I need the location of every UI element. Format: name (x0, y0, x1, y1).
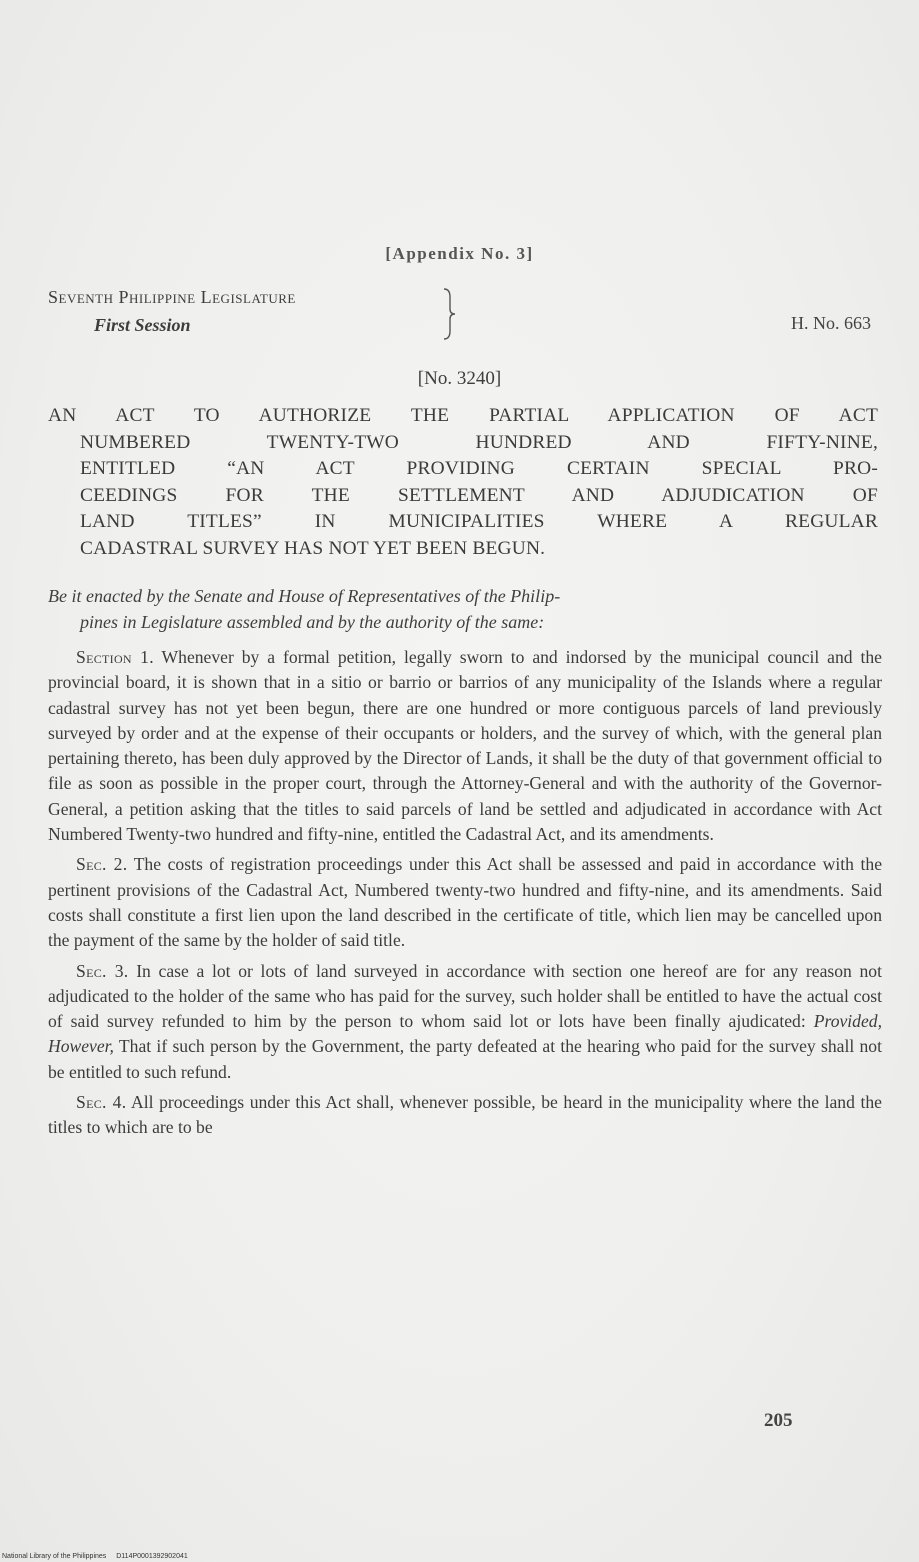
section-label: Sec. 4. (76, 1092, 127, 1113)
section-label: Sec. 3. (76, 960, 129, 981)
title-line: AN ACT TO AUTHORIZE THE PARTIAL APPLICATION OF ACT (48, 405, 878, 426)
section-text-after: That if such person by the Government, the party defeated at the hearing who paid for the survey shall not be entitled to such refund. (48, 1036, 882, 1082)
section-text: The costs of registration proceedings under this Act shall be assessed and paid in accordance with the pertinent provisions of the Cadastral Act, Numbered twenty-two hundred and fifty-nine, and its amendments. Said costs shall constitute a first lien upon the land described in the certificate of title, which lien may be cancelled upon the payment of the same by the holder of said title. (48, 854, 882, 951)
section-label: Sec. 2. (76, 854, 128, 875)
title-line: CADASTRAL SURVEY HAS NOT YET BEEN BEGUN. (80, 537, 546, 559)
enacting-clause-line: pines in Legislature assembled and by the authority of the same: (80, 612, 545, 632)
section-1 (48, 645, 882, 847)
legislature-block (48, 287, 468, 343)
act-number: [No. 3240] (417, 368, 502, 389)
library-name: National Library of the Philippines (2, 1553, 107, 1560)
proviso-text: Provided, However, (48, 1011, 882, 1057)
legislature-name: Seventh Philippine Legislature (48, 287, 296, 307)
section-4 (48, 1090, 882, 1141)
act-body (48, 645, 882, 1146)
appendix-heading: [Appendix No. 3] (385, 244, 534, 263)
section-text: Whenever by a formal petition, legally sworn to and indorsed by the municipal council and the provincial board, it is shown that in a sitio or barrio or barrios of any municipality of the Islands where a regular cadastral survey has not yet been begun, there are one hundred or more contiguous parcels of land previously surveyed by order and at the expense of their occupants or holders, and the survey of which, with the general plan pertaining thereto, has been duly approved by the Director of Lands, it shall be the duty of that government official to file as soon as possible in the proper court, through the Attorney-General and with the authority of the Governor-General, a petition asking that the titles to said parcels of land be settled and adjudicated in accordance with Act Numbered Twenty-two hundred and fifty-nine, entitled the Cadastral Act, and its amendments. (48, 647, 882, 845)
right-brace-icon (440, 287, 460, 341)
scan-footer (2, 1553, 196, 1560)
section-2 (48, 852, 882, 953)
section-text: In case a lot or lots of land surveyed in accordance with section one hereof are for any reason not adjudicated to the holder of the same who has paid for the survey, such holder shall be entitled to have the actual cost of said survey refunded to him by the person to whom said lot or lots have been finally ajudicated: (48, 960, 882, 1032)
act-title (48, 403, 878, 562)
session-name: First Session (94, 315, 191, 335)
house-bill-number: H. No. 663 (791, 313, 871, 333)
scan-code: D114P0001392902041 (116, 1553, 188, 1560)
title-line: LAND TITLES” IN MUNICIPALITIES WHERE A REGULAR (80, 511, 878, 532)
title-line: CEEDINGS FOR THE SETTLEMENT AND ADJUDICATION OF (80, 484, 878, 506)
section-text: All proceedings under this Act shall, whenever possible, be heard in the municipality where the land the titles to which are to be (48, 1092, 882, 1138)
page-number: 205 (764, 1410, 793, 1431)
section-label: Section 1. (76, 647, 154, 667)
enacting-clause-line: Be it enacted by the Senate and House of Representatives of the Philip- (48, 586, 561, 606)
enacting-clause (48, 583, 878, 635)
section-3 (48, 959, 882, 1085)
title-line: ENTITLED “AN ACT PROVIDING CERTAIN SPECIAL PRO- (80, 458, 878, 479)
title-line: NUMBERED TWENTY-TWO HUNDRED AND FIFTY-NINE, (80, 431, 878, 453)
